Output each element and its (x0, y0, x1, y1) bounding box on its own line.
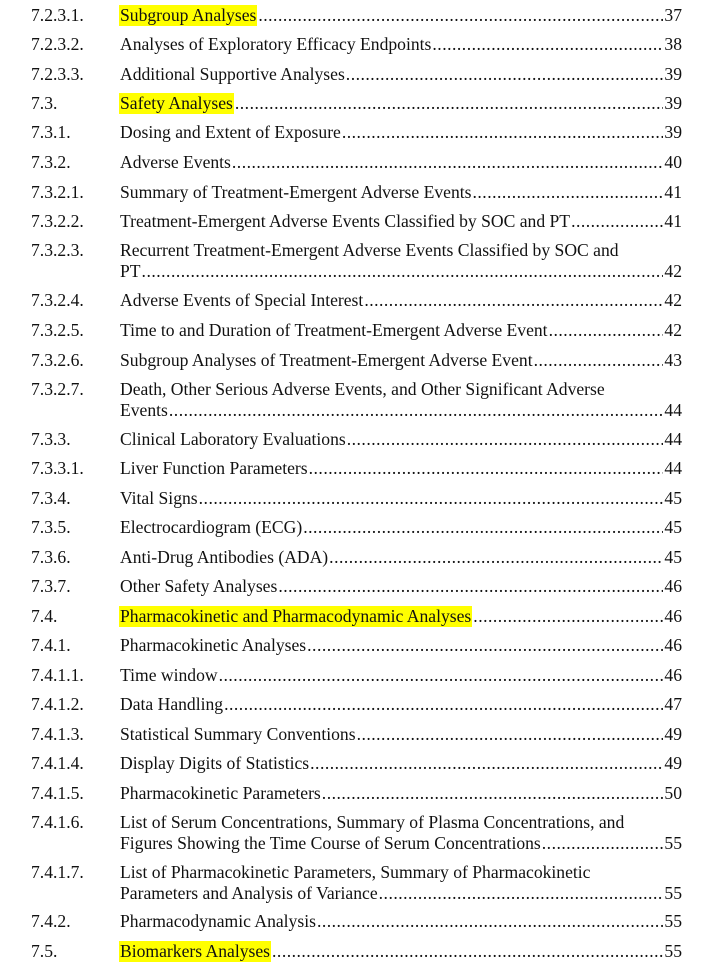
toc-entry-body (120, 320, 682, 341)
toc-entry-line (120, 320, 682, 341)
toc-entry-number: 7.2.3.3. (31, 64, 84, 84)
dot-leader (364, 290, 663, 311)
toc-entry-page-number[interactable]: 46 (664, 665, 682, 685)
toc-entry-line (120, 350, 682, 371)
toc-entry-title[interactable]: Adverse Events (120, 152, 231, 172)
toc-entry-title[interactable]: Adverse Events of Special Interest (120, 290, 364, 310)
dot-leader (309, 458, 664, 479)
dot-leader (379, 883, 664, 904)
toc-entry-page-number[interactable]: 50 (664, 783, 682, 803)
toc-entry-body (120, 429, 682, 450)
dot-leader (322, 783, 664, 804)
toc-entry-page-number[interactable]: 42 (664, 320, 682, 340)
toc-entry-line (120, 694, 682, 715)
dot-leader (235, 93, 664, 114)
toc-entry-line (120, 941, 682, 962)
dot-leader (342, 122, 664, 143)
toc-entry-page-number[interactable]: 43 (664, 350, 682, 370)
toc-entry-title[interactable]: Dosing and Extent of Exposure (120, 122, 341, 142)
toc-entry-line (120, 517, 682, 538)
toc-entry-body (120, 783, 682, 804)
toc-entry-number: 7.3.2.4. (31, 290, 84, 310)
toc-entry-page-number[interactable]: 46 (664, 606, 682, 626)
dot-leader (347, 429, 664, 450)
toc-entry-title[interactable]: Subgroup Analyses of Treatment-Emergent Adverse Event (120, 350, 533, 370)
toc-entry-page-number[interactable]: 45 (664, 488, 682, 508)
toc-entry-number: 7.2.3.2. (31, 34, 84, 54)
toc-entry-line (120, 576, 682, 597)
toc-entry-line (120, 211, 682, 232)
toc-entry-title[interactable]: Other Safety Analyses (120, 576, 278, 596)
toc-entry-number: 7.5. (31, 941, 58, 961)
toc-entry-title[interactable]: Data Handling (120, 694, 224, 714)
toc-entry-body (120, 517, 682, 538)
dot-leader (473, 182, 664, 203)
dot-leader (310, 753, 663, 774)
toc-entry-body (120, 488, 682, 509)
toc-entry-body (120, 547, 682, 568)
toc-entry-body (120, 724, 682, 745)
toc-entry-page-number[interactable]: 39 (664, 122, 682, 142)
toc-entry-page-number[interactable]: 41 (664, 182, 682, 202)
toc-entry-title[interactable]: Safety Analyses (120, 93, 233, 113)
toc-entry-page-number[interactable]: 41 (664, 211, 682, 231)
dot-leader (278, 576, 663, 597)
toc-entry-number: 7.3.4. (31, 488, 71, 508)
toc-entry-number: 7.3.3.1. (31, 458, 84, 478)
toc-entry-page-number[interactable]: 46 (664, 635, 682, 655)
dot-leader (346, 64, 664, 85)
toc-entry-body (120, 5, 682, 26)
toc-entry-body (120, 812, 682, 854)
toc-entry-title[interactable]: Analyses of Exploratory Efficacy Endpoints (120, 34, 432, 54)
toc-entry-body (120, 240, 682, 282)
toc-entry-page-number[interactable]: 39 (664, 64, 682, 84)
toc-entry-page-number[interactable]: 55 (664, 883, 682, 903)
toc-entry-body (120, 694, 682, 715)
toc-entry-body (120, 458, 682, 479)
toc-entry-line (120, 400, 682, 421)
toc-entry-number: 7.4.1.3. (31, 724, 84, 744)
dot-leader (571, 211, 663, 232)
toc-entry-body (120, 753, 682, 774)
dot-leader (549, 320, 664, 341)
dot-leader (357, 724, 664, 745)
toc-entry-line (120, 240, 682, 261)
toc-entry-title[interactable]: Additional Supportive Analyses (120, 64, 345, 84)
toc-entry-line (120, 783, 682, 804)
dot-leader (432, 34, 663, 55)
toc-entry-title[interactable]: Vital Signs (120, 488, 198, 508)
dot-leader (329, 547, 663, 568)
toc-entry-body (120, 350, 682, 371)
toc-entry-number: 7.2.3.1. (31, 5, 84, 25)
toc-entry-body (120, 576, 682, 597)
dot-leader (142, 261, 664, 282)
toc-entry-title[interactable]: Recurrent Treatment-Emergent Adverse Events Classified by SOC and (120, 240, 619, 260)
toc-entry-title[interactable]: Subgroup Analyses (120, 5, 257, 25)
toc-entry-body (120, 635, 682, 656)
toc-entry-body (120, 941, 682, 962)
dot-leader (219, 665, 664, 686)
toc-entry-line (120, 152, 682, 173)
toc-entry-page-number[interactable]: 45 (664, 517, 682, 537)
toc-entry-body (120, 152, 682, 173)
toc-entry-title[interactable]: Figures Showing the Time Course of Serum Concentrations (120, 833, 541, 853)
toc-entry-body (120, 93, 682, 114)
toc-entry-body (120, 665, 682, 686)
toc-entry-page-number[interactable]: 40 (664, 152, 682, 172)
toc-entry-page-number[interactable]: 55 (664, 911, 682, 931)
toc-entry-line (120, 812, 682, 833)
toc-entry-title[interactable]: List of Serum Concentrations, Summary of Plasma Concentrations, and (120, 812, 625, 832)
toc-entry-line (120, 93, 682, 114)
dot-leader (307, 635, 663, 656)
dot-leader (534, 350, 664, 371)
toc-entry-page-number[interactable]: 44 (664, 458, 682, 478)
toc-entry-line (120, 724, 682, 745)
dot-leader (317, 911, 663, 932)
toc-entry-line (120, 488, 682, 509)
toc-entry-line (120, 64, 682, 85)
toc-entry-number: 7.3.1. (31, 122, 71, 142)
toc-entry-line (120, 34, 682, 55)
toc-entry-number: 7.4.1.5. (31, 783, 84, 803)
toc-entry-number: 7.3.5. (31, 517, 71, 537)
toc-entry-line (120, 606, 682, 627)
toc-entry-line (120, 379, 682, 400)
dot-leader (169, 400, 664, 421)
toc-entry-number: 7.3.2.1. (31, 182, 84, 202)
toc-entry-number: 7.4.1.7. (31, 862, 84, 882)
toc-entry-line (120, 122, 682, 143)
toc-entry-page-number[interactable]: 37 (664, 5, 682, 25)
toc-entry-line (120, 5, 682, 26)
toc-entry-title[interactable]: Summary of Treatment-Emergent Adverse Events (120, 182, 472, 202)
toc-entry-line (120, 862, 682, 883)
toc-entry-page-number[interactable]: 46 (664, 576, 682, 596)
toc-entry-line (120, 635, 682, 656)
toc-entry-title[interactable]: List of Pharmacokinetic Parameters, Summary of Pharmacokinetic (120, 862, 591, 882)
toc-entry-body (120, 211, 682, 232)
toc-entry-title[interactable]: Statistical Summary Conventions (120, 724, 356, 744)
toc-entry-title[interactable]: Time window (120, 665, 218, 685)
toc-entry-number: 7.3.2. (31, 152, 71, 172)
toc-entry-title[interactable]: Death, Other Serious Adverse Events, and Other Significant Adverse (120, 379, 605, 399)
toc-entry-line (120, 547, 682, 568)
dot-leader (199, 488, 664, 509)
toc-entry-page-number[interactable]: 38 (664, 34, 682, 54)
toc-entry-body (120, 64, 682, 85)
toc-entry-title[interactable]: Electrocardiogram (ECG) (120, 517, 303, 537)
toc-entry-body (120, 182, 682, 203)
toc-entry-title[interactable]: PT (120, 261, 141, 281)
toc-entry-number: 7.3.2.5. (31, 320, 84, 340)
toc-entry-page-number[interactable]: 39 (664, 93, 682, 113)
toc-entry-number: 7.3.2.3. (31, 240, 84, 260)
toc-entry-line (120, 833, 682, 854)
toc-entry-title[interactable]: Pharmacokinetic and Pharmacodynamic Analyses (120, 606, 472, 626)
toc-entry-page-number[interactable]: 45 (664, 547, 682, 567)
toc-entry-body (120, 34, 682, 55)
toc-entry-title[interactable]: Treatment-Emergent Adverse Events Classified by SOC and PT (120, 211, 571, 231)
toc-entry-line (120, 429, 682, 450)
toc-entry-number: 7.3.2.2. (31, 211, 84, 231)
toc-entry-body (120, 290, 682, 311)
toc-entry-line (120, 883, 682, 904)
toc-entry-body (120, 911, 682, 932)
toc-entry-number: 7.4.1.6. (31, 812, 84, 832)
toc-entry-line (120, 665, 682, 686)
toc-entry-number: 7.4.1. (31, 635, 71, 655)
toc-entry-title[interactable]: Parameters and Analysis of Variance (120, 883, 378, 903)
toc-entry-number: 7.3.7. (31, 576, 71, 596)
toc-entry-number: 7.3.6. (31, 547, 71, 567)
toc-entry-body (120, 122, 682, 143)
toc-entry-page-number[interactable]: 42 (664, 261, 682, 281)
toc-entry-title[interactable]: Pharmacokinetic Analyses (120, 635, 307, 655)
toc-entry-page-number[interactable]: 44 (664, 400, 682, 420)
toc-entry-line (120, 182, 682, 203)
toc-entry-page-number[interactable]: 47 (664, 694, 682, 714)
dot-leader (473, 606, 663, 627)
toc-entry-number: 7.4.1.2. (31, 694, 84, 714)
toc-entry-page-number[interactable]: 49 (664, 753, 682, 773)
toc-entry-number: 7.4.1.1. (31, 665, 84, 685)
toc-entry-title[interactable]: Anti-Drug Antibodies (ADA) (120, 547, 329, 567)
toc-entry-line (120, 261, 682, 282)
toc-entry-page-number[interactable]: 49 (664, 724, 682, 744)
toc-entry-number: 7.3.3. (31, 429, 71, 449)
toc-entry-title[interactable]: Clinical Laboratory Evaluations (120, 429, 346, 449)
toc-entry-body (120, 606, 682, 627)
toc-entry-number: 7.4.1.4. (31, 753, 84, 773)
toc-entry-number: 7.3.2.7. (31, 379, 84, 399)
toc-entry-line (120, 458, 682, 479)
toc-entry-page-number[interactable]: 44 (664, 429, 682, 449)
toc-entry-title[interactable]: Pharmacokinetic Parameters (120, 783, 321, 803)
dot-leader (258, 5, 663, 26)
toc-entry-title[interactable]: Events (120, 400, 168, 420)
dot-leader (303, 517, 663, 538)
toc-entry-title[interactable]: Biomarkers Analyses (120, 941, 271, 961)
toc-entry-title[interactable]: Pharmacodynamic Analysis (120, 911, 316, 931)
toc-entry-line (120, 290, 682, 311)
toc-entry-body (120, 379, 682, 421)
dot-leader (542, 833, 664, 854)
toc-entry-number: 7.4.2. (31, 911, 71, 931)
toc-entry-line (120, 911, 682, 932)
toc-entry-title[interactable]: Time to and Duration of Treatment-Emergent Adverse Event (120, 320, 548, 340)
toc-entry-page-number[interactable]: 42 (664, 290, 682, 310)
dot-leader (232, 152, 664, 173)
toc-entry-body (120, 862, 682, 904)
toc-entry-title[interactable]: Display Digits of Statistics (120, 753, 310, 773)
toc-entry-title[interactable]: Liver Function Parameters (120, 458, 308, 478)
dot-leader (272, 941, 663, 962)
dot-leader (224, 694, 663, 715)
toc-entry-number: 7.3.2.6. (31, 350, 84, 370)
toc-entry-page-number[interactable]: 55 (664, 941, 682, 961)
toc-entry-number: 7.4. (31, 606, 58, 626)
toc-entry-line (120, 753, 682, 774)
toc-entry-page-number[interactable]: 55 (664, 833, 682, 853)
toc-entry-number: 7.3. (31, 93, 58, 113)
